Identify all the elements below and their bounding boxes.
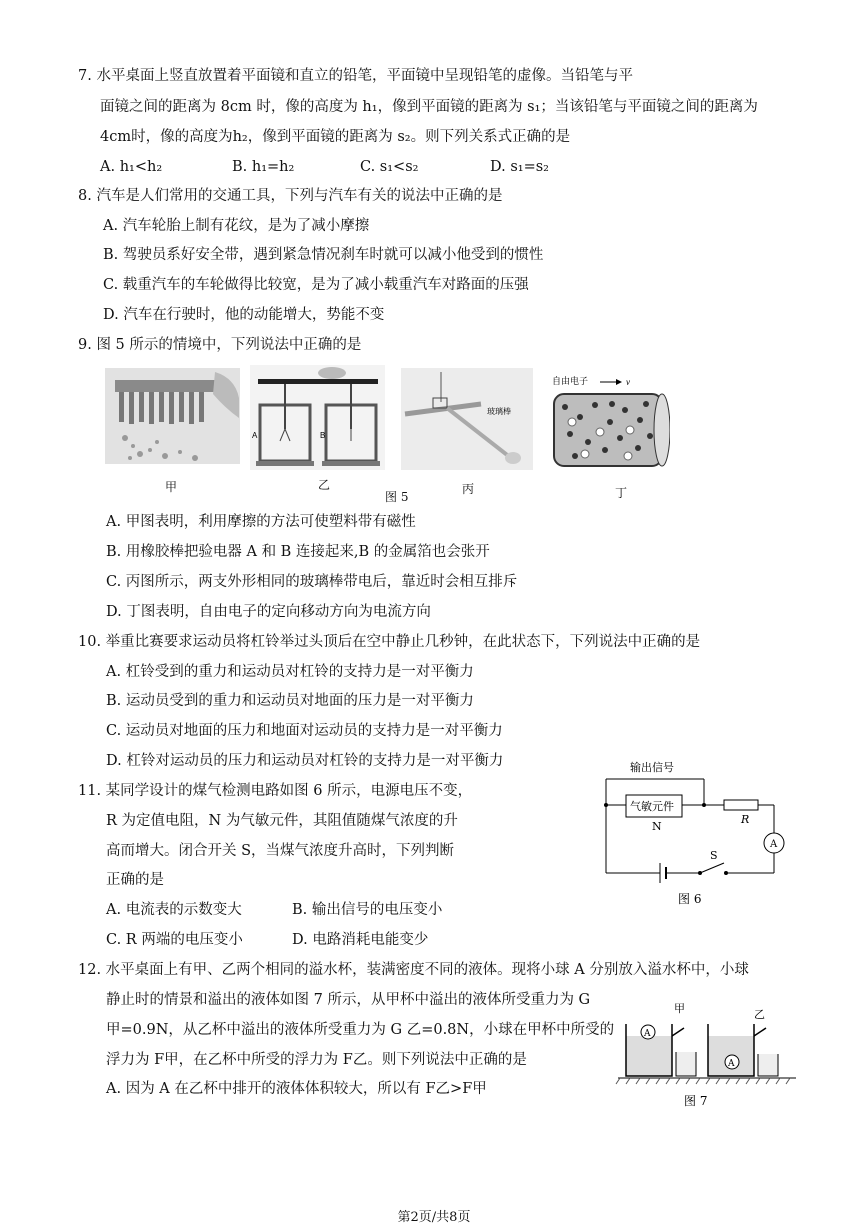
label-free-electron: 自由电子 [552, 376, 589, 386]
q8-option-a: A. 汽车轮胎上制有花纹，是为了减小摩擦 [103, 218, 370, 234]
figure-6-title: 图 6 [678, 892, 702, 906]
q10-option-b: B. 运动员受到的重力和运动员对地面的压力是一对平衡力 [106, 693, 474, 709]
q11-stem-line1: 11. 某同学设计的煤气检测电路如图 6 所示，电源电压不变， [78, 783, 473, 799]
label-n: N [652, 820, 662, 833]
q7-stem-line2: 面镜之间的距离为 8cm 时，像的高度为 h₁，像到平面镜的距离为 s₁；当该铅笔与平面镜之间的距离为 [100, 99, 758, 115]
q12-stem-line1: 12. 水平桌面上有甲、乙两个相同的溢水杯，装满密度不同的液体。现将小球 A 分别放入溢水杯中，小球 [78, 962, 749, 978]
q9-option-b: B. 用橡胶棒把验电器 A 和 B 连接起来,B 的金属箔也会张开 [106, 544, 490, 560]
figure-5-bing-glass-rods [401, 368, 533, 470]
q11-stem-line2: R 为定值电阻，N 为气敏元件，其阻值随煤气浓度的升 [106, 813, 458, 829]
q11-option-d: D. 电路消耗电能变少 [292, 932, 429, 948]
label-ammeter: A [770, 839, 778, 850]
figure-5-caption-jia: 甲 [165, 480, 178, 494]
q9-option-a: A. 甲图表明，利用摩擦的方法可使塑料带有磁性 [106, 514, 416, 530]
q9-option-c: C. 丙图所示，两支外形相同的玻璃棒带电后，靠近时会相互排斥 [106, 574, 518, 590]
figure-5-title: 图 5 [385, 490, 409, 504]
ball-a-yi: A [728, 1059, 735, 1069]
label-a: A [252, 431, 258, 440]
label-s: S [710, 849, 718, 862]
q12-stem-line3: 甲=0.9N，从乙杯中溢出的液体所受重力为 G 乙=0.8N，小球在甲杯中所受的 [106, 1022, 615, 1038]
q7-option-a: A. h₁<h₂ [100, 159, 163, 175]
label-cup-jia: 甲 [674, 1002, 685, 1015]
q8-option-d: D. 汽车在行驶时，他的动能增大，势能不变 [103, 307, 385, 323]
q12-option-a: A. 因为 A 在乙杯中排开的液体体积较大，所以有 F乙>F甲 [106, 1081, 487, 1097]
label-output-signal: 输出信号 [630, 761, 674, 774]
figure-5-ding-conductor [550, 372, 670, 472]
q11-option-a: A. 电流表的示数变大 [106, 902, 242, 918]
figure-5-caption-bing: 丙 [462, 482, 475, 496]
q11-stem-line4: 正确的是 [106, 872, 164, 888]
label-b: B [320, 431, 326, 440]
q8-stem: 8. 汽车是人们常用的交通工具，下列与汽车有关的说法中正确的是 [78, 188, 503, 204]
label-v: v [626, 377, 630, 387]
q10-option-c: C. 运动员对地面的压力和地面对运动员的支持力是一对平衡力 [106, 723, 503, 739]
figure-5-jia-comb [105, 368, 240, 464]
q11-stem-line3: 高而增大。闭合开关 S，当煤气浓度升高时，下列判断 [106, 843, 455, 859]
figure-5-caption-yi: 乙 [318, 478, 331, 492]
figure-7-title: 图 7 [684, 1094, 708, 1108]
page-footer: 第2页/共8页 [397, 1210, 471, 1225]
q10-stem: 10. 举重比赛要求运动员将杠铃举过头顶后在空中静止几秒钟，在此状态下，下列说法中正确的是 [78, 634, 701, 650]
label-cup-yi: 乙 [754, 1008, 765, 1021]
q12-stem-line4: 浮力为 F甲，在乙杯中所受的浮力为 F乙。则下列说法中正确的是 [106, 1052, 527, 1068]
q7-option-b: B. h₁=h₂ [232, 159, 295, 175]
label-gas-sensor: 气敏元件 [630, 800, 674, 813]
q10-option-a: A. 杠铃受到的重力和运动员对杠铃的支持力是一对平衡力 [106, 664, 474, 680]
q10-option-d: D. 杠铃对运动员的压力和运动员对杠铃的支持力是一对平衡力 [106, 753, 504, 769]
q8-option-c: C. 载重汽车的车轮做得比较宽，是为了减小载重汽车对路面的压强 [103, 277, 529, 293]
q7-option-d: D. s₁=s₂ [490, 159, 549, 175]
figure-5-yi-electroscopes [250, 365, 385, 470]
q8-option-b: B. 驾驶员系好安全带，遇到紧急情况刹车时就可以减小他受到的惯性 [103, 247, 544, 263]
figure-5-caption-ding: 丁 [615, 486, 628, 500]
q11-option-b: B. 输出信号的电压变小 [292, 902, 443, 918]
figure-6-circuit [596, 757, 796, 912]
label-r: R [741, 813, 750, 826]
q7-stem-line3: 4cm时，像的高度为h₂，像到平面镜的距离为 s₂。则下列关系式正确的是 [100, 129, 571, 145]
figure-7-overflow-cups [614, 1000, 800, 1110]
q9-stem: 9. 图 5 所示的情境中，下列说法中正确的是 [78, 337, 362, 353]
label-glass-rod: 玻璃棒 [487, 407, 511, 416]
ball-a-jia: A [644, 1029, 651, 1039]
q11-option-c: C. R 两端的电压变小 [106, 932, 243, 948]
q7-stem-line1: 7. 水平桌面上竖直放置着平面镜和直立的铅笔，平面镜中呈现铅笔的虚像。当铅笔与平 [78, 68, 633, 84]
q12-stem-line2: 静止时的情景和溢出的液体如图 7 所示，从甲杯中溢出的液体所受重力为 G [106, 992, 591, 1008]
q7-option-c: C. s₁<s₂ [360, 159, 419, 175]
q9-option-d: D. 丁图表明，自由电子的定向移动方向为电流方向 [106, 604, 431, 620]
